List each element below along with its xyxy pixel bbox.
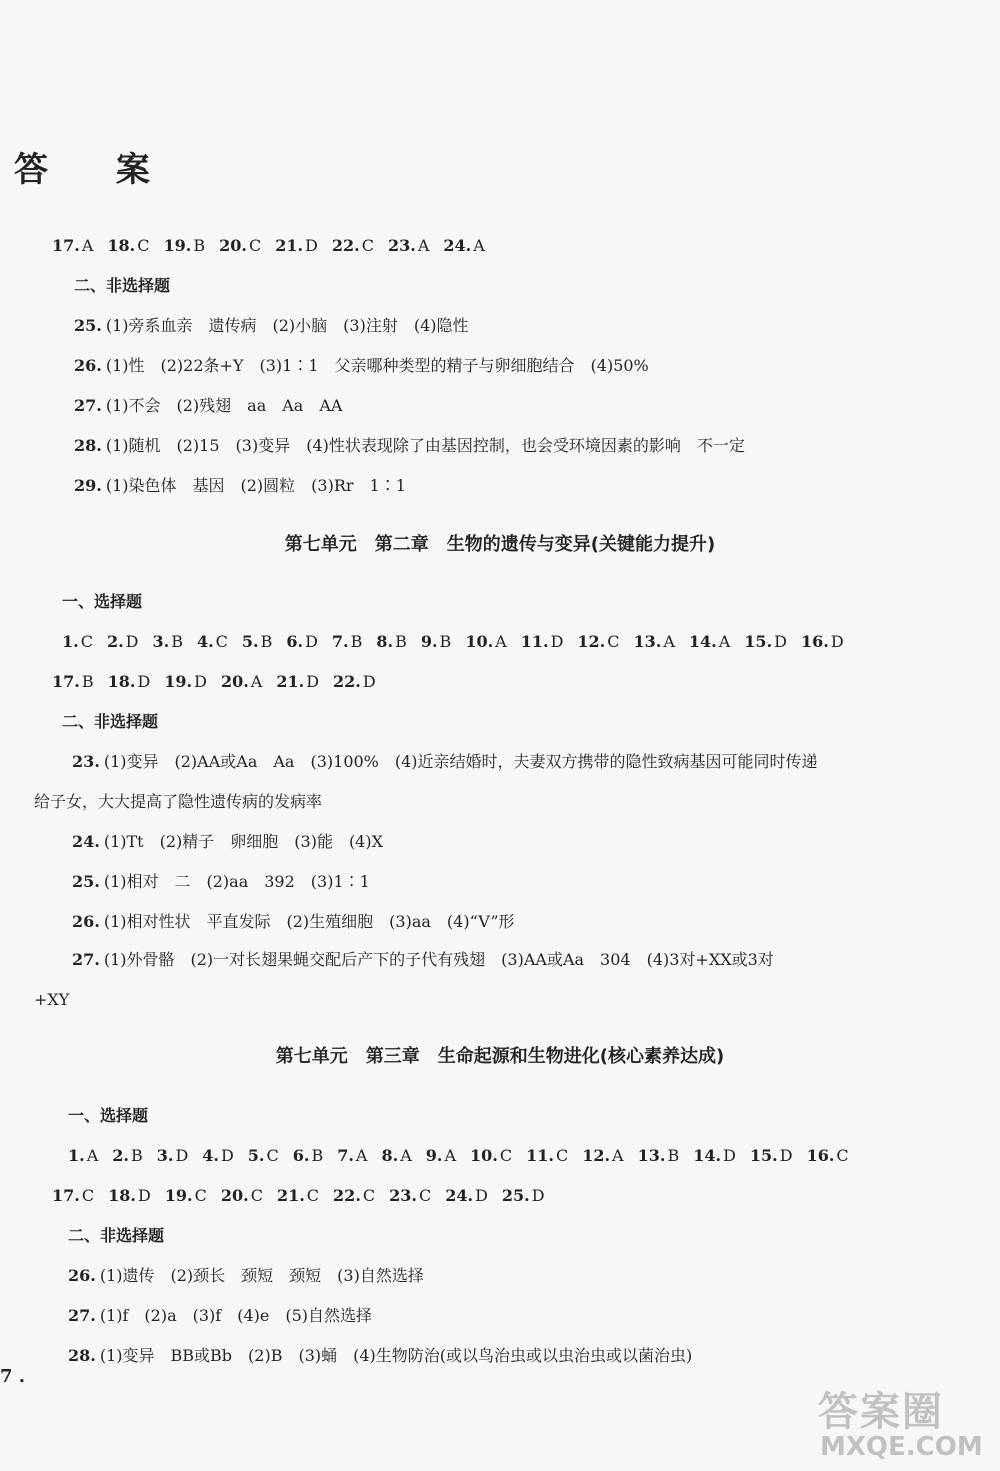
question-25: 25. (1)旁系血亲 遗传病 (2)小脑 (3)注射 (4)隐性 (74, 316, 469, 335)
page-title: 答 案 (14, 150, 178, 190)
answer-number: 2. (106, 632, 124, 651)
section-non-choice: 二、非选择题 (62, 712, 159, 731)
answer-number: 25. (501, 1186, 530, 1205)
answer-letter: D (475, 1186, 488, 1205)
choice-answers-line (52, 234, 932, 258)
section-non-choice: 二、非选择题 (68, 1226, 165, 1245)
answer-letter: B (311, 1146, 324, 1165)
choice-answers-line (68, 1144, 948, 1168)
answer-item (465, 630, 506, 654)
answer-letter: A (417, 236, 430, 255)
answer-item (242, 630, 272, 654)
answer-item (107, 234, 149, 258)
answer-number: 22. (333, 672, 361, 691)
answer-letter: D (774, 632, 787, 651)
answer-item (52, 1184, 94, 1208)
answer-letter: B (81, 672, 94, 691)
answer-number: 8. (381, 1146, 399, 1165)
answer-item (248, 1144, 279, 1168)
answer-item (108, 1184, 151, 1208)
answer-item (276, 670, 319, 694)
answer-number: 23. (389, 1186, 417, 1205)
answer-item (152, 630, 182, 654)
answer-number: 11. (526, 1146, 554, 1165)
answer-letter: D (175, 1146, 189, 1165)
answer-item (582, 1144, 623, 1168)
answer-number: 16. (800, 632, 829, 651)
answer-letter: D (830, 632, 844, 651)
answer-item (52, 670, 94, 694)
answer-letter: D (362, 672, 376, 691)
answer-letter: A (495, 632, 507, 651)
answer-letter: A (473, 236, 485, 255)
question-23: 23. (1)变异 (2)AA或Aa Aa (3)100% (4)近亲结婚时，夫妻双方携带的隐性致病基因可能同时传递 (72, 752, 818, 771)
question-28: 28. (1)变异 BB或Bb (2)B (3)蛹 (4)生物防治(或以鸟治虫或以虫治虫或以菌治虫) (68, 1346, 693, 1365)
answer-item (286, 630, 318, 654)
answer-number: 14. (693, 1146, 722, 1165)
question-27-continued: +XY (34, 990, 70, 1009)
question-27: 27. (1)不会 (2)残翅 aa Aa AA (74, 396, 343, 415)
answer-number: 17. (52, 1186, 80, 1205)
answer-number: 3. (152, 632, 170, 651)
answer-letter: C (250, 1186, 263, 1205)
answer-number: 8. (376, 632, 394, 651)
answer-item (221, 670, 262, 694)
answer-letter: C (194, 1186, 207, 1205)
answer-item (219, 234, 261, 258)
answer-letter: C (80, 632, 93, 651)
answer-item (750, 1144, 793, 1168)
answer-letter: B (193, 236, 206, 255)
answer-item (801, 630, 844, 654)
answer-number: 20. (220, 1186, 249, 1205)
answer-letter: C (555, 1146, 569, 1165)
answer-letter: C (81, 1186, 95, 1205)
answer-item (388, 234, 429, 258)
answer-number: 4. (202, 1146, 219, 1165)
answer-letter: D (220, 1146, 234, 1165)
answer-number: 3. (156, 1146, 174, 1165)
watermark-text: 答案圈 (818, 1389, 944, 1435)
answer-item (62, 630, 93, 654)
answer-number: 12. (582, 1146, 611, 1165)
answer-letter: B (260, 632, 273, 651)
answer-item (577, 630, 619, 654)
answer-number: 7. (337, 1146, 354, 1165)
answer-letter: A (663, 632, 675, 651)
answer-letter: D (305, 236, 318, 255)
answer-letter: A (81, 236, 94, 255)
answer-letter: B (439, 632, 452, 651)
choice-answers-line (62, 630, 942, 654)
answer-letter: C (137, 236, 150, 255)
answer-number: 19. (164, 1186, 193, 1205)
answer-number: 1. (62, 632, 79, 651)
answer-item (744, 630, 787, 654)
answer-item (108, 670, 151, 694)
answer-item (333, 1184, 375, 1208)
answer-number: 15. (749, 1146, 778, 1165)
answer-letter: D (194, 672, 207, 691)
watermark-logo (818, 1380, 998, 1468)
answer-number: 22. (331, 236, 360, 255)
answer-number: 24. (443, 236, 472, 255)
answer-item (381, 1144, 411, 1168)
section-non-choice: 二、非选择题 (74, 276, 171, 295)
answer-letter: D (306, 672, 320, 691)
answer-number: 13. (633, 632, 662, 651)
answer-item (52, 234, 93, 258)
answer-item (332, 234, 374, 258)
answer-item (164, 234, 206, 258)
answer-number: 20. (219, 236, 247, 255)
chapter-heading-2: 第七单元 第二章 生物的遗传与变异(关键能力提升) (284, 534, 716, 555)
question-29: 29. (1)染色体 基因 (2)圆粒 (3)Rr 1∶1 (74, 476, 406, 495)
page-number: 7 . (0, 1366, 26, 1387)
answer-letter: D (137, 1186, 151, 1205)
answer-letter: D (531, 1186, 545, 1205)
answer-number: 2. (112, 1146, 129, 1165)
answer-letter: A (718, 632, 731, 651)
answer-letter: D (723, 1146, 736, 1165)
answer-number: 10. (465, 632, 494, 651)
answer-number: 23. (387, 236, 416, 255)
answer-number: 18. (108, 1186, 136, 1205)
answer-number: 20. (220, 672, 249, 691)
answer-item (633, 630, 674, 654)
answer-letter: A (86, 1146, 99, 1165)
answer-letter: D (779, 1146, 793, 1165)
answer-item (277, 1184, 319, 1208)
answer-item (470, 1144, 512, 1168)
answer-letter: C (607, 632, 620, 651)
answer-number: 12. (577, 632, 606, 651)
answer-number: 6. (286, 632, 304, 651)
answer-item (337, 1144, 367, 1168)
answer-item (807, 1144, 849, 1168)
answer-item (426, 1144, 456, 1168)
answer-letter: B (171, 632, 183, 651)
answer-letter: B (350, 632, 363, 651)
answer-number: 21. (275, 236, 304, 255)
answer-number: 15. (744, 632, 773, 651)
answer-letter: A (355, 1146, 368, 1165)
answer-number: 10. (470, 1146, 498, 1165)
answer-item (275, 234, 318, 258)
answer-number: 7. (331, 632, 349, 651)
answer-item (526, 1144, 568, 1168)
question-28: 28. (1)随机 (2)15 (3)变异 (4)性状表现除了由基因控制，也会受环境因素的影响 不一定 (74, 436, 745, 455)
answer-item (333, 670, 376, 694)
answer-number: 18. (107, 672, 136, 691)
answer-item (502, 1184, 545, 1208)
answer-number: 9. (425, 1146, 443, 1165)
answer-letter: A (400, 1146, 412, 1165)
answer-letter: C (215, 632, 228, 651)
answer-item (107, 630, 139, 654)
answer-item (157, 1144, 189, 1168)
answer-item (164, 670, 207, 694)
answer-item (389, 1184, 431, 1208)
answer-letter: B (395, 632, 407, 651)
answer-number: 24. (445, 1186, 474, 1205)
answer-number: 19. (163, 236, 192, 255)
question-26: 26. (1)性 (2)22条+Y (3)1∶1 父亲哪种类型的精子与卵细胞结合 (4)50% (74, 356, 649, 375)
answer-item (68, 1144, 98, 1168)
answer-number: 4. (196, 632, 214, 651)
question-27: 27. (1)外骨骼 (2)一对长翅果蝇交配后产下的子代有残翅 (3)AA或Aa 304 (4)3对+XX或3对 (72, 950, 774, 969)
answer-item (221, 1184, 263, 1208)
section-choice: 一、选择题 (68, 1106, 149, 1125)
answer-number: 13. (637, 1146, 666, 1165)
answer-number: 9. (420, 632, 438, 651)
question-25: 25. (1)相对 二 (2)aa 392 (3)1∶1 (72, 872, 370, 891)
answer-number: 14. (688, 632, 717, 651)
chapter-heading-3: 第七单元 第三章 生命起源和生物进化(核心素养达成) (275, 1046, 725, 1067)
answer-letter: D (137, 672, 151, 691)
answer-item (638, 1144, 680, 1168)
answer-item (332, 630, 362, 654)
question-23-continued: 给子女，大大提高了隐性遗传病的发病率 (34, 792, 323, 811)
question-24: 24. (1)Tt (2)精子 卵细胞 (3)能 (4)X (72, 832, 383, 851)
watermark-url: MXQE.COM (820, 1432, 983, 1462)
answer-letter: C (362, 1186, 376, 1205)
answer-item (445, 1184, 488, 1208)
answer-letter: A (612, 1146, 624, 1165)
answer-item (165, 1184, 207, 1208)
answer-item (693, 1144, 736, 1168)
answer-letter: C (361, 236, 374, 255)
answer-item (197, 630, 228, 654)
answer-number: 19. (164, 672, 193, 691)
answer-number: 1. (68, 1146, 85, 1165)
answer-letter: C (418, 1186, 432, 1205)
answer-letter: A (250, 672, 263, 691)
answer-number: 16. (806, 1146, 835, 1165)
answer-number: 21. (276, 672, 305, 691)
answer-item (376, 630, 406, 654)
choice-answers-line (52, 1184, 932, 1208)
answer-letter: C (248, 236, 262, 255)
answer-item (689, 630, 730, 654)
answer-number: 5. (247, 1146, 265, 1165)
answer-item (521, 630, 564, 654)
answer-item (112, 1144, 142, 1168)
question-27: 27. (1)f (2)a (3)f (4)e (5)自然选择 (68, 1306, 373, 1325)
answer-number: 5. (241, 632, 259, 651)
question-26: 26. (1)遗传 (2)颈长 颈短 颈短 (3)自然选择 (68, 1266, 424, 1285)
answer-letter: C (836, 1146, 849, 1165)
answer-number: 11. (520, 632, 549, 651)
answer-item (443, 234, 484, 258)
question-26: 26. (1)相对性状 平直发际 (2)生殖细胞 (3)aa (4)“V”形 (72, 912, 515, 931)
answer-letter: D (550, 632, 564, 651)
answer-item (421, 630, 451, 654)
answer-letter: A (444, 1146, 457, 1165)
answer-letter: D (125, 632, 139, 651)
answer-item (202, 1144, 234, 1168)
answer-letter: B (130, 1146, 143, 1165)
answer-letter: C (499, 1146, 513, 1165)
section-choice: 一、选择题 (62, 592, 143, 611)
choice-answers-line (52, 670, 932, 694)
answer-letter: C (306, 1186, 320, 1205)
answer-number: 22. (333, 1186, 361, 1205)
answer-letter: C (266, 1146, 279, 1165)
answer-number: 18. (107, 236, 136, 255)
answer-number: 17. (52, 236, 80, 255)
answer-item (293, 1144, 323, 1168)
answer-number: 21. (276, 1186, 305, 1205)
answer-letter: B (667, 1146, 680, 1165)
answer-letter: D (305, 632, 318, 651)
answer-number: 6. (292, 1146, 310, 1165)
answer-number: 17. (52, 672, 80, 691)
